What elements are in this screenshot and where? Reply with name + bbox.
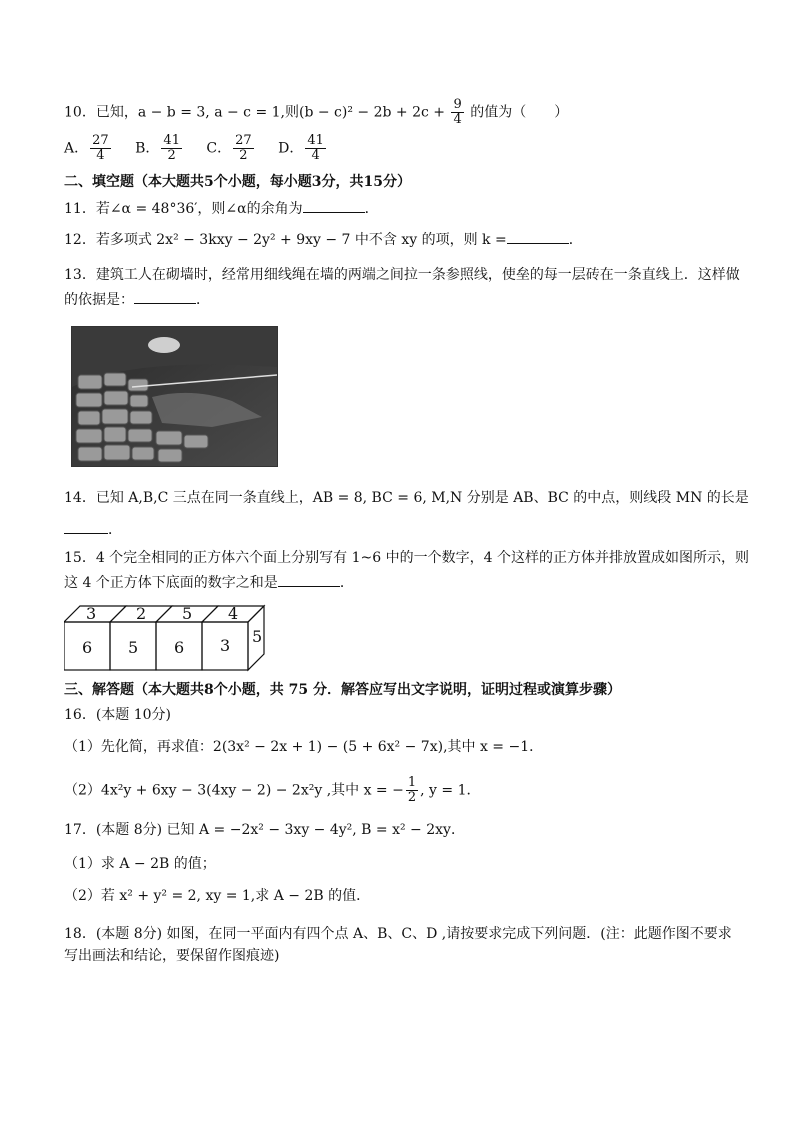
q10-stem-pre: 10．已知，a − b = 3, a − c = 1,则(b − c)² − 2b + 2c + [64, 104, 446, 121]
q10-fraction [451, 98, 463, 127]
question-10-stem [64, 98, 568, 127]
question-17-part-2: （2）若 x² + y² = 2, xy = 1,求 A − 2B 的值． [64, 888, 371, 904]
q10-option-c-fraction [233, 134, 254, 163]
question-14-line-1: 14．已知 A,B,C 三点在同一条直线上，AB = 8, BC = 6, M,N 分别是 AB、BC 的中点，则线段 MN 的长是 [64, 490, 749, 506]
section-2-title: 二、填空题（本大题共5个小题，每小题3分，共15分） [64, 174, 411, 190]
question-12 [64, 230, 583, 250]
q15-text: 这 4 个正方体下底面的数字之和是 [64, 575, 278, 591]
question-11 [64, 199, 379, 219]
q16-p2-text: （2）4x²y + 6xy − 3(4xy − 2) − 2x²y ,其中 x = − [64, 782, 404, 799]
q12-end: ． [568, 232, 583, 248]
question-16-header: 16．(本题 10分) [64, 707, 172, 723]
q10-option-c-numerator: 27 [235, 133, 252, 148]
q10-option-c: C． $\frac{27}{2}$ [206, 133, 252, 163]
q10-fraction-numerator: 9 [453, 97, 462, 112]
answer-blank [134, 291, 196, 304]
q10-option-d: D． $\frac{41}{4}$ [278, 133, 324, 163]
q13-text: 的依据是： [64, 292, 134, 308]
cube-4-top-number: 4 [228, 604, 239, 623]
q10-option-d-fraction [305, 134, 326, 163]
cube-4-front-number: 3 [220, 636, 231, 655]
q10-option-a: A． $\frac{27}{4}$ [64, 133, 109, 163]
q16-fraction [406, 776, 418, 805]
q10-option-b: B． $\frac{41}{2}$ [135, 133, 180, 163]
q11-text: 11．若∠α = 48°36′，则∠α的余角为 [64, 201, 303, 217]
cube-3-front-number: 6 [174, 638, 185, 657]
cube-2-top-number: 2 [136, 604, 147, 623]
question-17-part-1: （1）求 A − 2B 的值； [64, 856, 216, 872]
question-13-line-2 [64, 290, 210, 310]
cubes-figure [64, 604, 274, 678]
q15-end: ． [339, 575, 354, 591]
q10-option-c-denominator: 2 [239, 148, 248, 163]
answer-blank [64, 521, 108, 534]
question-18-line-1: 18．(本题 8分) 如图，在同一平面内有四个点 A、B、C、D ,请按要求完成下列问题．(注：此题作图不要求 [64, 926, 732, 942]
q10-option-b-fraction [161, 134, 182, 163]
cube-1-front-number: 6 [82, 638, 93, 657]
q10-fraction-denominator: 4 [453, 112, 462, 127]
q10-option-d-numerator: 41 [307, 133, 324, 148]
question-10-options [64, 134, 346, 163]
answer-blank [303, 200, 365, 213]
cube-3-top-number: 5 [182, 604, 193, 623]
answer-blank [507, 231, 569, 244]
q14-end: ． [108, 522, 122, 538]
question-15-line-1: 15．4 个完全相同的正方体六个面上分别写有 1~6 中的一个数字，4 个这样的正方体并排放置成如图所示，则 [64, 550, 749, 566]
q13-end: ． [196, 292, 210, 308]
q10-option-b-numerator: 41 [163, 133, 180, 148]
q10-option-a-fraction [90, 134, 111, 163]
q16-p2-end: , y = 1． [420, 782, 481, 799]
section-3-title: 三、解答题（本大题共8个小题，共 75 分．解答应写出文字说明，证明过程或演算步骤） [64, 682, 621, 698]
brick-wall-photo [71, 326, 278, 467]
q12-text: 12．若多项式 2x² − 3kxy − 2y² + 9xy − 7 中不含 xy 的项，则 k = [64, 232, 507, 248]
cube-4-side-number: 5 [252, 627, 263, 646]
q10-option-d-denominator: 4 [311, 148, 320, 163]
question-16-part-1: （1）先化简，再求值：2(3x² − 2x + 1) − (5 + 6x² − 7x),其中 x = −1． [64, 739, 544, 755]
q10-option-a-numerator: 27 [92, 133, 109, 148]
q16-fraction-denominator: 2 [407, 790, 417, 805]
cube-2-front-number: 5 [128, 638, 139, 657]
q16-fraction-numerator: 1 [407, 775, 417, 790]
question-15-line-2 [64, 573, 354, 593]
question-16-part-2 [64, 776, 481, 805]
q10-option-b-denominator: 2 [167, 148, 176, 163]
question-17-header: 17．(本题 8分) 已知 A = −2x² − 3xy − 4y², B = x² − 2xy． [64, 822, 465, 838]
q10-option-a-denominator: 4 [96, 148, 105, 163]
cube-1-top-number: 3 [86, 604, 97, 623]
q11-end: ． [364, 201, 379, 217]
cubes-diagram [64, 604, 274, 674]
question-14-line-2 [64, 520, 122, 540]
answer-blank [278, 574, 340, 587]
q10-stem-post: 的值为（ ） [470, 104, 569, 121]
brick-wall-image [72, 327, 277, 466]
question-18-line-2: 写出画法和结论，要保留作图痕迹) [64, 948, 280, 964]
question-13-line-1: 13．建筑工人在砌墙时，经常用细线绳在墙的两端之间拉一条参照线，使垒的每一层砖在一条直线上．这样做 [64, 267, 740, 283]
